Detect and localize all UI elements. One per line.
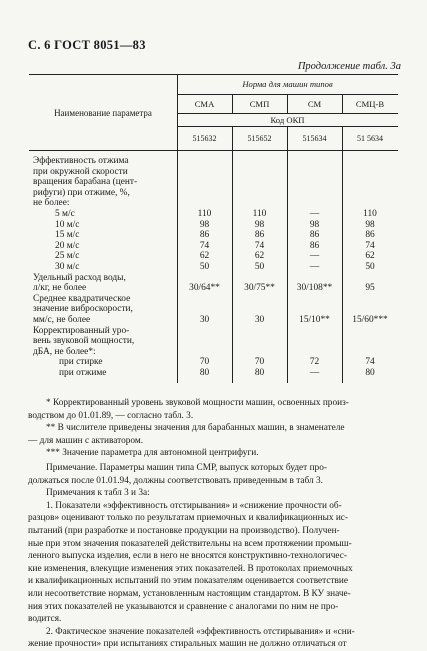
row-label: при отжиме [59,368,107,378]
table-continuation-title: Продолжение табл. 3а [297,61,401,72]
okp-code-sma: 515632 [192,134,217,143]
footnote-line: *** Значение параметра для автономной центрифуги. [46,448,259,459]
row-value: 62 [254,251,265,262]
row-label: Эффективность отжима [33,156,129,166]
row-value: 80 [365,368,375,378]
row-value: 110 [197,209,212,219]
row-value: 70 [199,357,210,368]
param-column-header: Наименование параметра [54,108,152,118]
notes-block [28,462,402,651]
note-line: 1. Показатели «эффективность отстирывания» и «снижение прочности об- [46,500,342,511]
row-value: 74 [199,240,210,251]
footnote-line: ** В числителе приведены значения для барабанных машин, в знаменателе [46,423,345,434]
type-smp: СМП [249,99,270,109]
row-label: вращения барабана (цент- [33,177,138,188]
note-line: ленного выпуска изделия, если в него не вносятся конструктивно-технологичес- [28,551,348,562]
table-top-rule [29,74,398,75]
row-value: 86 [365,230,375,241]
row-label: вень звуковой мощности, [33,336,135,347]
note-line: водится. [28,614,62,625]
row-value: 80 [199,368,210,378]
footnote-line: — для машин с активатором. [28,435,144,446]
row-value: 62 [365,251,375,262]
row-label: Корректированный уро- [33,325,130,336]
note-line: 2. Фактическое значение показателей «эффективность отстирывания» и «сни- [46,626,355,637]
row-label: 30 м/с [55,262,80,272]
row-value: 95 [365,283,375,294]
types-header-rule [177,113,398,114]
row-label: не более: [33,198,70,209]
row-value: — [309,251,320,262]
okp-code-smc-v: 51 5634 [357,134,383,143]
note-line: кие изменения, влекущие изменения этих показателей. В протоколах приемочных [28,563,353,574]
row-value: 30/75** [244,283,275,294]
row-value: — [309,262,320,272]
row-value: 86 [309,230,320,241]
note-line: ния этих показателей не указываются и сравнение с аналогами по ним не про- [28,601,339,612]
note-line: должаться после 01.01.94, должны соответствовать приведенным в табл 3. [28,475,323,486]
footnote-line: * Корректированный уровень звуковой мощности машин, освоенных произ- [46,398,349,408]
row-label: л/кг, не более [33,283,87,294]
page-header: С. 6 ГОСТ 8051—83 [28,38,146,52]
row-value: 86 [254,230,265,241]
row-value: 50 [365,262,375,272]
row-label: Удельный расход воды, [33,272,126,283]
row-label: дБА, не более*: [33,346,96,357]
type-smc-v: СМЦ-В [355,99,385,109]
row-value: 70 [254,357,265,368]
note-line: жение прочности» при испытаниях стиральных машин не должно отличаться от [28,639,347,650]
row-value: 98 [254,219,265,230]
row-value: 30/108** [296,283,333,294]
row-value: 110 [363,209,377,219]
okp-code-smp: 515652 [247,134,272,143]
parameters-table [29,74,398,383]
row-value: 98 [199,219,210,230]
row-value: 74 [365,357,375,368]
row-value: 110 [252,209,267,219]
note-line: и квалификационных испытаний по этим показателям оценивается соответствие [28,576,349,587]
note-line: пытаний (при разработке и постановке продукции на производство). Получен- [28,525,340,536]
row-label: при окружной скорости [33,166,128,177]
row-value: 50 [199,262,210,272]
okp-header: Код ОКП [270,115,305,125]
row-value: 72 [309,357,320,368]
note-line: или несоответствие нормам, установленным настоящим стандартом. В КУ значе- [28,588,351,599]
note-line: Примечание. Параметры машин типа СМР, выпуск которых будет про- [46,463,327,473]
row-label: 25 м/с [55,251,80,262]
row-value: 86 [199,230,210,241]
row-label: Среднее квадратическое [33,293,131,304]
norm-header: Норма для машин типов [242,79,333,89]
row-value: — [309,368,320,378]
row-value: 98 [309,219,320,230]
row-value: 86 [309,240,320,251]
row-value: 30/64** [189,283,220,294]
row-value: 15/10** [299,315,330,325]
row-label: рифуги) при отжиме, %, [33,187,130,198]
row-value: 15/60*** [352,315,388,325]
row-label: 15 м/с [55,230,80,241]
row-label: мм/с, не более [33,315,91,325]
type-sma: СМА [194,99,215,109]
row-value: 30 [254,315,265,325]
row-label: при стирке [59,357,103,368]
row-label: 20 м/с [55,240,80,251]
row-value: 80 [254,368,265,378]
row-value: — [309,209,320,219]
row-value: 74 [365,240,375,251]
note-line: разцов» оценивают только по результатам приемочных и квалификационных ис- [28,513,349,524]
row-value: 74 [254,240,265,251]
note-line: Примечания к табл 3 и 3а: [46,488,150,499]
okp-code-sm: 515634 [302,134,327,143]
row-label: значение виброскорости, [33,304,133,315]
row-label: 5 м/с [55,209,75,219]
footnote-line: водством до 01.01.89, — согласно табл. 3. [28,410,194,421]
row-label: 10 м/с [55,219,80,230]
type-sm: СМ [307,99,322,109]
note-line: ные при этом значения показателей действительны на всем протяжении промыш- [28,538,352,549]
row-value: 50 [254,262,265,272]
row-value: 62 [199,251,210,262]
footnotes [28,397,402,460]
row-value: 30 [199,315,210,325]
row-value: 98 [365,219,375,230]
